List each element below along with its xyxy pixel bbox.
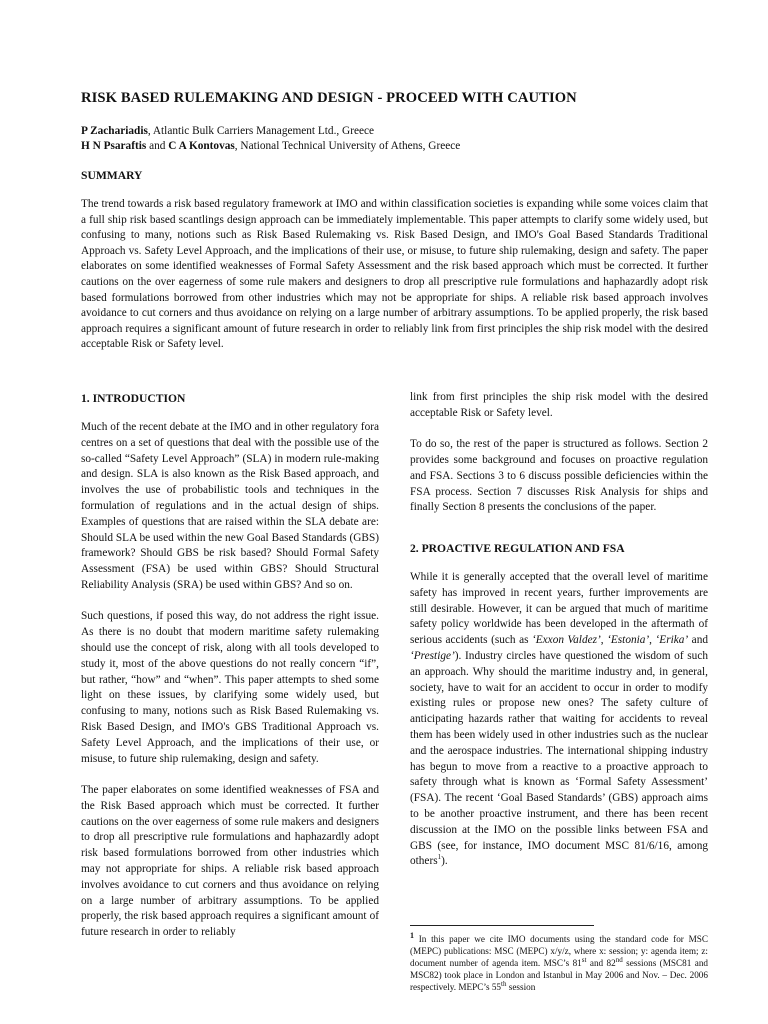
accident-exxon-valdez: ‘Exxon Valdez’ [532,634,601,647]
section2-text-end: ). [441,855,448,868]
footnote [410,930,709,993]
footnote-text-c: sessions (MSC81 and MSC82) took place in London and Istanbul in May 2006 and Nov. – Dec. 2006 respectively. MEPC’s 55 [410,958,709,993]
footnote-text-a: In this paper we cite IMO documents using the standard code for MSC (MEPC) publications: MSC (MEPC) x/y/z, where x: session; y: agenda item; z: document number of agenda item. MSC’s 81 [410,934,708,969]
right-column [410,390,708,532]
structure-paragraph: To do so, the rest of the paper is structured as follows. Section 2 provides some background and focuses on proactive regulation and FSA. Sections 3 to 6 discuss possible deficiencies within the FSA process. Section 7 discusses Risk Analysis for ships and finally Section 8 presents the conclusions of the paper. [410,438,708,514]
paper-title: RISK BASED RULEMAKING AND DESIGN - PROCEED WITH CAUTION [81,90,577,106]
summary-heading: SUMMARY [81,169,143,182]
footnote-sup-a: st [581,956,587,965]
author-names: P Zachariadis [81,125,148,137]
accident-erika: ‘Erika’ [655,634,689,647]
accident-estonia: ‘Estonia’ [607,634,650,647]
footnote-reference: 1 [437,853,442,862]
footnote-number: 1 [410,930,414,940]
author-affiliation: , National Technical University of Athens, Greece [234,140,461,152]
author-line-2 [81,140,460,152]
separator: , [600,634,608,647]
section2-heading: 2. PROACTIVE REGULATION AND FSA [410,542,625,555]
section2-text-a: While it is generally accepted that the overall level of maritime safety has improved in recent years, further improvements are still desirable. However, it can be argued that much of maritime safety policy worldwide has been developed in the aftermath of serious accidents (such as [410,571,708,647]
footnote-text-d: session [506,982,536,993]
intro-continuation: link from first principles the ship risk model with the desired acceptable Risk or Safety level. [410,391,708,419]
summary-text: The trend towards a risk based regulatory framework at IMO and within classification societies is expanding while some voices claim that a full ship risk based scantlings design approach can be immediately implementable. This paper attempts to clarify some widely used, but confusing to many, notions such as Risk Based Rulemaking vs. Risk Based Design, and IMO's Goal Based Standards Traditional Approach vs. Safety Level Approach, and the implications of their use, or misuse, to future ship rulemaking, design and safety. The paper elaborates on some identified weaknesses of Formal Safety Assessment and the risk based approach which must be corrected. It further cautions on the over eagerness of some rule makers and designers to drop all prescriptive rule formulations and haphazardly adopt risk based formulations borrowed from other industries which may not be appropriate for ships. A reliable risk based approach involves avoidance to cut corners and thus avoidance on relying on a large number of arbitrary assumptions. To be applied properly, the risk based approach requires a significant amount of future research in order to reliably link from first principles the ship risk model with the desired acceptable Risk or Safety level. [81,198,708,351]
author-and: and [146,140,169,152]
author-names-a: H N Psaraftis [81,140,147,152]
section2-body [410,570,708,886]
intro-paragraph-2: Such questions, if posed this way, do not address the right issue. As there is no doubt that modern maritime safety rulemaking should use the concept of risk, along with all tools developed to study it, most of the above questions do not really concern “if”, but rather, “how” and “when”. This paper attempts to shed some light on these issues, by clarifying some widely used, but confusing to many, notions such as Risk Based Rulemaking vs. Risk Based Design, and IMO's GBS Traditional Approach vs. Safety Level Approach, and the implications of their use, or misuse, to future ship rulemaking, design and safety. [81,610,379,765]
separator: and [688,634,708,647]
left-column [81,420,379,956]
intro-paragraph-3: The paper elaborates on some identified weaknesses of FSA and the Risk Based approach which must be corrected. It further cautions on the over eagerness of some rule makers and designers to drop all prescriptive rule formulations and haphazardly adopt risk based formulations borrowed from other industries which may not appropriate for ships. A reliable risk based approach involves avoidance to cut corners and thus avoidance on relying on a large number of arbitrary assumptions. To be applied properly, the risk based approach requires a significant amount of future research in order to reliably [81,783,379,939]
accident-prestige: ‘Prestige’ [410,649,455,662]
footnote-sup-b: nd [615,956,623,965]
author-line-1 [81,125,374,137]
intro-paragraph-1: Much of the recent debate at the IMO and in other regulatory fora centres on a set of questions that deal with the possible use of the so-called “Safety Level Approach” (SLA) in modern rule-making and design. SLA is also known as the Risk Based approach, and involves the use of probabilistic tools and techniques in the formulation of regulations and in the actual design of ships. Examples of questions that are raised within the SLA debate are: Should SLA be used within the new Goal Based Standards (GBS) framework? Should GBS be risk based? Should Formal Safety Assessment (FSA) be used within GBS? Should Structural Reliability Analysis (SRA) be used within GBS? And so on. [81,421,379,591]
author-affiliation: , Atlantic Bulk Carriers Management Ltd., Greece [147,125,375,137]
footnote-sup-c: th [501,980,507,989]
section2-paragraph [410,570,708,870]
section2-text-b: ). Industry circles have questioned the wisdom of such an approach. Why should the maritime industry and, in general, society, have to wait for an accident to occur in order to modify existing rules or propose new ones? The safety culture of anticipating hazards rather that waiting for accidents to reveal them has been widely used in other industries such as the nuclear and the aerospace industries. The international shipping industry has begun to move from a reactive to a proactive approach to safety through what is known as ‘Formal Safety Assessment’ (FSA). The recent ‘Goal Based Standards’ (GBS) approach aims to be another proactive instrument, and there has been recent discussion at the IMO on the possible links between FSA and GBS (see, for instance, IMO document MSC 81/6/16, among others [410,649,708,868]
separator: , [649,634,656,647]
footnote-divider [410,925,594,926]
author-names-b: C A Kontovas [168,140,235,152]
introduction-heading: 1. INTRODUCTION [81,392,186,405]
footnote-text-b: and 82 [586,958,616,969]
